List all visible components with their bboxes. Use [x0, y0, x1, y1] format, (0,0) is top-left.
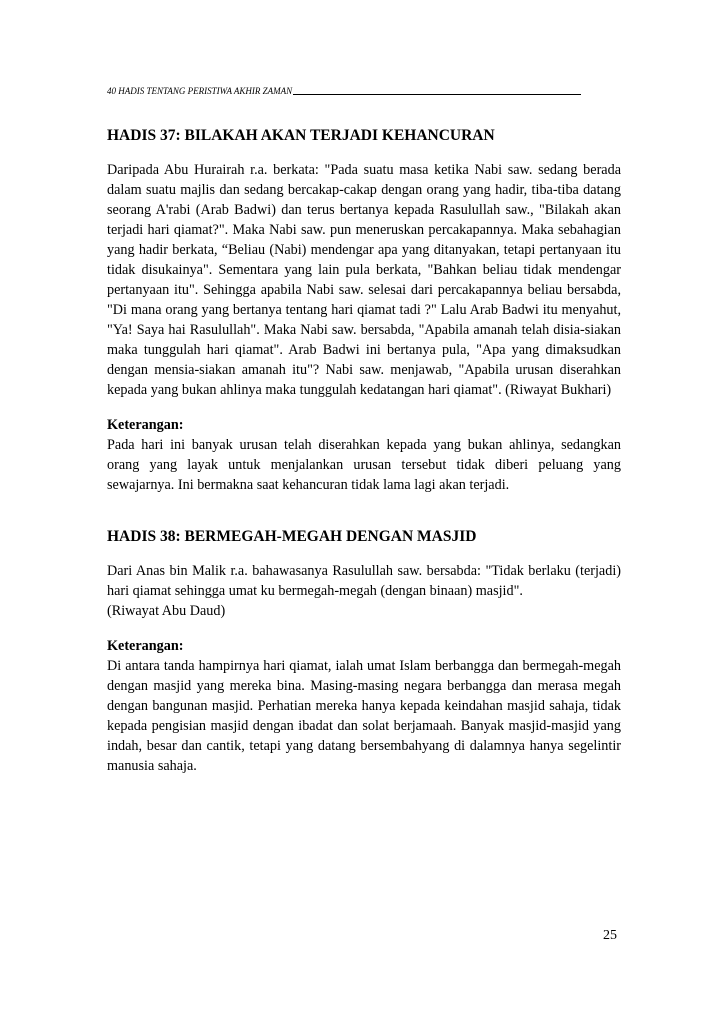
- hadis-38-keterangan: Di antara tanda hampirnya hari qiamat, ialah umat Islam berbangga dan bermegah-megah dengan masjid yang mereka bina. Masing-masing negara berbangga dan merasa megah dengan bangunan masjid. Perhatian mereka hanya kepada keindahan masjid sahaja, tidak kepada pengisian masjid dengan ibadat dan solat berjamaah. Banyak masjid-masjid yang indah, besar dan cantik, tetapi yang datang bersembahyang di dalamnya hanya segelintir manusia sahaja.: [107, 658, 621, 774]
- hadis-38-title: HADIS 38: BERMEGAH-MEGAH DENGAN MASJID: [107, 528, 477, 545]
- running-header: [107, 86, 581, 96]
- page-number: 25: [603, 928, 617, 943]
- running-header-title: 40 HADIS TENTANG PERISTIWA AKHIR ZAMAN: [107, 86, 293, 96]
- running-header-rule: [293, 94, 581, 95]
- hadis-37-title: HADIS 37: BILAKAH AKAN TERJADI KEHANCURAN: [107, 127, 495, 144]
- hadis-37-section: [107, 126, 621, 495]
- hadis-38-source: (Riwayat Abu Daud): [107, 603, 226, 619]
- hadis-38-keterangan-label: Keterangan:: [107, 638, 184, 654]
- page-content: [107, 126, 621, 776]
- hadis-37-body: Daripada Abu Hurairah r.a. berkata: "Pada suatu masa ketika Nabi saw. sedang berada dalam suatu majlis dan sedang bercakap-cakap dengan orang yang hadir, tiba-tiba datang seorang A'rabi (Arab Badwi) dan terus bertanya kepada Rasulullah saw., "Bilakah akan terjadi hari qiamat?". Maka Nabi saw. pun meneruskan percakapannya. Maka sebahagian yang hadir berkata, “Beliau (Nabi) mendengar apa yang ditanyakan, tetapi pertanyaan itu tidak disukainya". Sementara yang lain pula berkata, "Bahkan beliau tidak mendengar pertanyaan itu". Sehingga apabila Nabi saw. selesai dari percakapannya beliau bersabda, "Di mana orang yang bertanya tentang hari qiamat tadi ?" Lalu Arab Badwi itu menyahut, "Ya! Saya hai Rasulullah". Maka Nabi saw. bersabda, "Apabila amanah telah disia-siakan maka tunggulah hari qiamat". Arab Badwi ini bertanya pula, "Apa yang dimaksudkan dengan mensia-siakan amanah itu"? Nabi saw. menjawab, "Apabila urusan diserahkan kepada yang bukan ahlinya maka tunggulah kedatangan hari qiamat". (Riwayat Bukhari): [107, 162, 621, 398]
- hadis-37-keterangan-label: Keterangan:: [107, 417, 184, 433]
- hadis-37-keterangan: Pada hari ini banyak urusan telah diserahkan kepada yang bukan ahlinya, sedangkan orang yang layak untuk menjalankan urusan tersebut tidak diberi peluang yang sewajarnya. Ini bermakna saat kehancuran tidak lama lagi akan terjadi.: [107, 437, 621, 493]
- hadis-38-section: [107, 527, 621, 776]
- hadis-38-body: Dari Anas bin Malik r.a. bahawasanya Rasulullah saw. bersabda: "Tidak berlaku (terjadi) hari qiamat sehingga umat ku bermegah-megah (dengan binaan) masjid".: [107, 563, 621, 599]
